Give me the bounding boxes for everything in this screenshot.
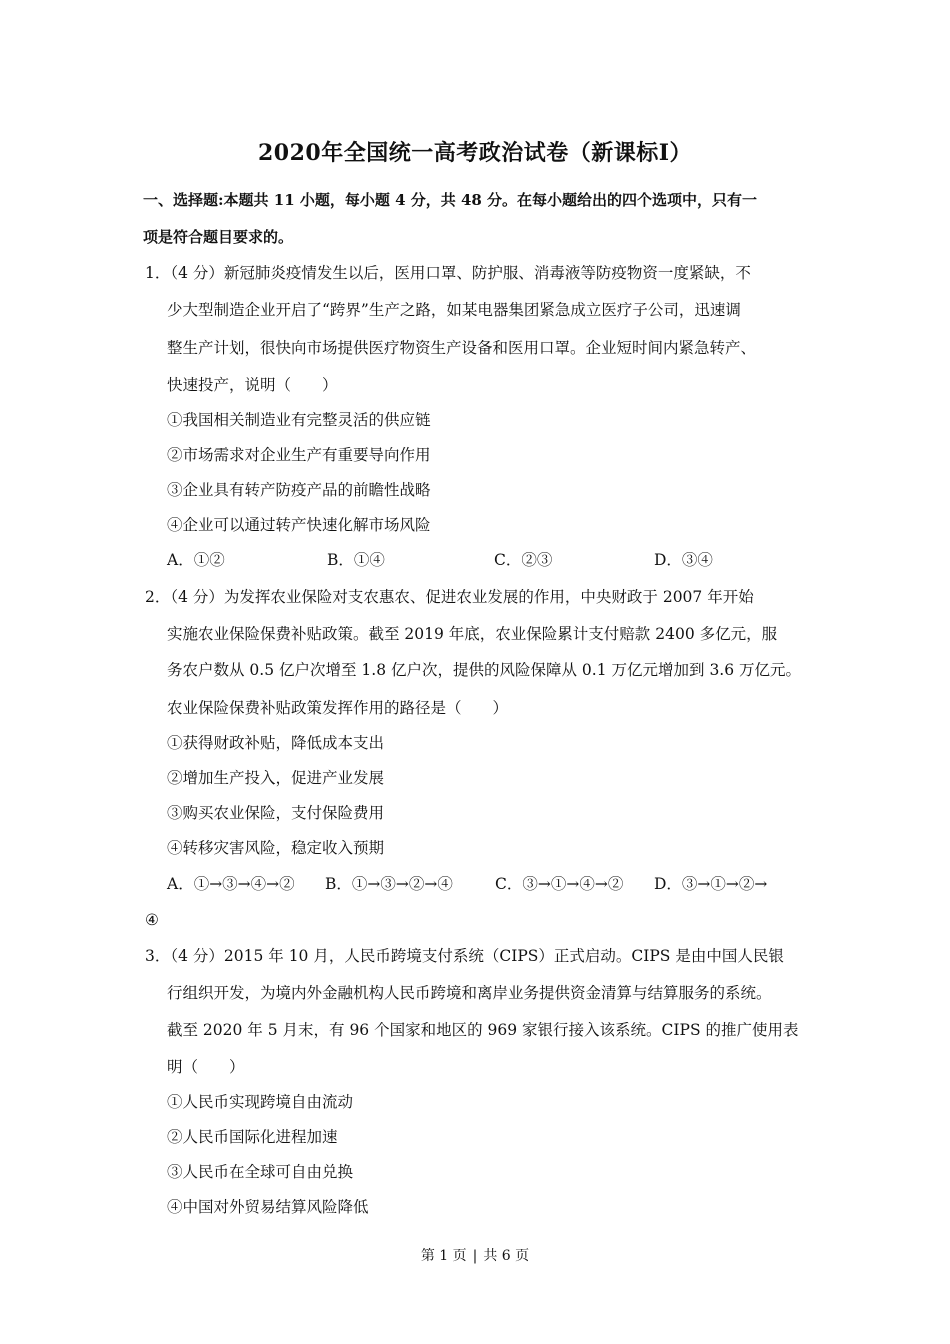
- question-text-line: 实施农业保险保费补贴政策。截至 2019 年底，农业保险累计支付赔款 2400 多亿元，服: [167, 625, 778, 643]
- question-text-line: 少大型制造企业开启了“跨界”生产之路，如某电器集团紧急成立医疗子公司，迅速调: [167, 301, 741, 319]
- answer-option-d-wrap: ④: [145, 911, 159, 929]
- statement-item: ④转移灾害风险，稳定收入预期: [167, 839, 385, 857]
- question-text-line: 行组织开发，为境内外金融机构人民币跨境和离岸业务提供资金清算与结算服务的系统。: [167, 984, 772, 1002]
- question-text-line: 快速投产，说明（ ）: [167, 376, 338, 394]
- answer-option-d: D．③④: [654, 551, 713, 569]
- statement-item: ①我国相关制造业有完整灵活的供应链: [167, 411, 431, 429]
- section-heading: [143, 182, 823, 256]
- page-title: 2020年全国统一高考政治试卷（新课标Ⅰ）: [257, 140, 693, 166]
- statement-item: ③购买农业保险，支付保险费用: [167, 804, 385, 822]
- answer-option-a: A．①②: [167, 551, 225, 569]
- section-heading-line: 项是符合题目要求的。: [143, 228, 294, 246]
- question-text-line: 整生产计划，很快向市场提供医疗物资生产设备和医用口罩。企业短时间内紧急转产、: [167, 339, 757, 357]
- question-text-line: 截至 2020 年 5 月末，有 96 个国家和地区的 969 家银行接入该系统。CIPS 的推广使用表: [167, 1021, 799, 1039]
- statement-item: ③人民币在全球可自由兑换: [167, 1163, 354, 1181]
- statement-item: ②人民币国际化进程加速: [167, 1128, 338, 1146]
- statement-item: ③企业具有转产防疫产品的前瞻性战略: [167, 481, 431, 499]
- answer-option-c: C．②③: [494, 551, 553, 569]
- question-text-line: 3．（4 分）2015 年 10 月，人民币跨境支付系统（CIPS）正式启动。CIPS 是由中国人民银: [145, 947, 784, 965]
- question-text-line: 1．（4 分）新冠肺炎疫情发生以后，医用口罩、防护服、消毒液等防疫物资一度紧缺，不: [145, 264, 751, 282]
- statement-item: ①获得财政补贴，降低成本支出: [167, 734, 385, 752]
- section-heading-line: 一、选择题:本题共 11 小题，每小题 4 分，共 48 分。在每小题给出的四个选项中，只有一: [143, 191, 758, 209]
- statement-item: ④企业可以通过转产快速化解市场风险: [167, 516, 431, 534]
- answer-option-d: D．③→①→②→: [654, 875, 768, 893]
- statement-item: ④中国对外贸易结算风险降低: [167, 1198, 369, 1216]
- statement-item: ①人民币实现跨境自由流动: [167, 1093, 354, 1111]
- answer-option-c: C．③→①→④→②: [495, 875, 624, 893]
- page-total: 共 6 页: [483, 1248, 530, 1264]
- page-number: 第 1 页: [420, 1248, 467, 1264]
- footer-divider: |: [472, 1248, 478, 1264]
- answer-option-b: B．①→③→②→④: [325, 875, 453, 893]
- page-footer: [0, 1245, 950, 1265]
- question-text-line: 2．（4 分）为发挥农业保险对支农惠农、促进农业发展的作用，中央财政于 2007 年开始: [145, 588, 754, 606]
- statement-item: ②市场需求对企业生产有重要导向作用: [167, 446, 431, 464]
- question-text-line: 明（ ）: [167, 1058, 245, 1076]
- question-text-line: 农业保险保费补贴政策发挥作用的路径是（ ）: [167, 699, 509, 717]
- question-text-line: 务农户数从 0.5 亿户次增至 1.8 亿户次，提供的风险保障从 0.1 万亿元增加到 3.6 万亿元。: [167, 661, 802, 679]
- statement-item: ②增加生产投入，促进产业发展: [167, 769, 385, 787]
- answer-option-a: A．①→③→④→②: [167, 875, 295, 893]
- answer-option-b: B．①④: [327, 551, 385, 569]
